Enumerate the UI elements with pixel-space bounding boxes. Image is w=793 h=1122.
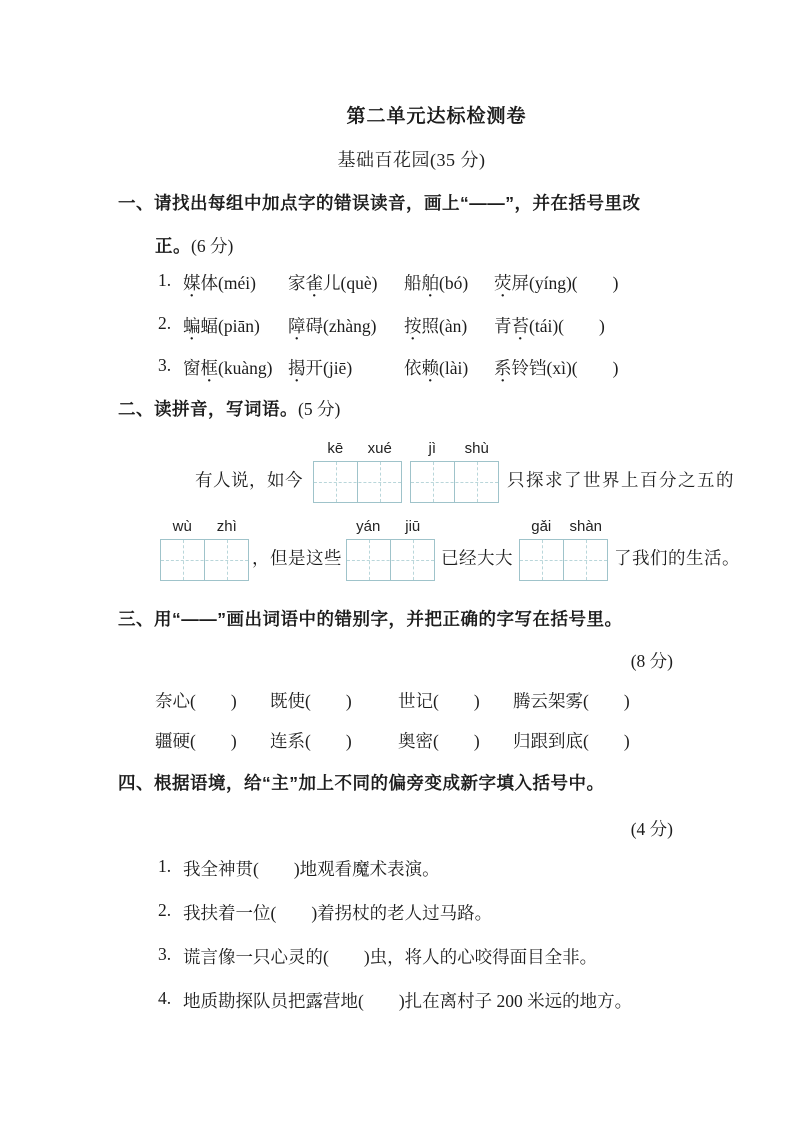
section1-score: (6 分) (191, 236, 234, 256)
answer-blank: ( ) (558, 316, 605, 336)
emphasized-char: 赖 (421, 358, 439, 378)
grid-cell (314, 462, 357, 502)
grid-cell (454, 462, 498, 502)
sentence-text: 只探求了世界上百分之五的 (507, 470, 735, 490)
word-group: 依赖(lài) (404, 355, 494, 380)
character-grid (410, 461, 499, 503)
grid-cell (520, 540, 563, 580)
character-grid (160, 539, 249, 581)
typo-word: 奥密( ) (398, 731, 480, 751)
answer-blank: ( ) (571, 273, 619, 293)
emphasized-char: 雀 (305, 273, 323, 293)
item-number: 3. (158, 355, 172, 375)
grid-cell (347, 540, 390, 580)
item-number: 1. (158, 856, 172, 876)
typo-word-row (155, 728, 675, 753)
typo-word: 世记( ) (398, 691, 480, 711)
sentence-text: 有人说，如今 (195, 470, 303, 490)
emphasized-char: 舶 (421, 273, 439, 293)
section1-heading-line1: 一、请找出每组中加点字的错误读音，画上“——”，并在括号里改 (118, 193, 641, 213)
pinyin-row: kē xué (327, 440, 392, 457)
word-group: 按照(àn) (404, 313, 494, 338)
section3-score: (8 分) (630, 651, 673, 671)
writing-grid (346, 518, 435, 581)
grid-cell (411, 462, 454, 502)
character-grid (519, 539, 608, 581)
section2-score: (5 分) (298, 399, 341, 419)
pinyin-item-row (158, 355, 663, 380)
item-number: 2. (158, 313, 172, 333)
section-subtitle: 基础百花园(35 分) (337, 150, 486, 170)
pinyin-row: jì shù (428, 440, 489, 457)
typo-word: 奈心( ) (155, 691, 237, 711)
word-group: 青苔(tái)( ) (494, 313, 663, 338)
emphasized-char: 障 (288, 316, 306, 336)
word-group: 揭开(jiē) (288, 355, 404, 380)
typo-word: 连系( ) (270, 731, 352, 751)
emphasized-char: 媒 (183, 273, 201, 293)
pinyin-label: (kuàng) (218, 358, 273, 378)
pinyin-item-row (158, 270, 663, 295)
writing-grid (519, 518, 608, 581)
grid-cell (204, 540, 248, 580)
pinyin-row: yán jiū (356, 518, 421, 535)
pinyin-label: (piān) (218, 316, 260, 336)
sentence-text: 谎言像一只心灵的( )虫，将人的心咬得面目全非。 (183, 947, 598, 967)
fill-blank-sentence (158, 988, 718, 1013)
section1-heading-wrap: 正。 (155, 236, 191, 256)
character-grid (346, 539, 435, 581)
pinyin-label: (yíng) (529, 273, 572, 293)
section1-heading-line2 (155, 233, 233, 258)
pinyin-label: (zhàng) (323, 316, 377, 336)
word-group: 荧屏(yíng)( ) (494, 270, 663, 295)
pinyin-row: wù zhì (172, 518, 237, 535)
sentence-text: ，但是这些 (252, 548, 342, 568)
emphasized-char: 按 (404, 316, 422, 336)
word-group: 家雀儿(què) (288, 270, 404, 295)
grid-cell (563, 540, 607, 580)
pinyin-label: (jiē) (323, 358, 353, 378)
fill-blank-sentence (158, 856, 718, 881)
word-group: 障碍(zhàng) (288, 313, 404, 338)
fill-blank-sentence (158, 900, 718, 925)
pinyin-writing-line-2 (160, 518, 740, 581)
word-group: 蝙蝠(piān) (183, 313, 288, 338)
emphasized-char: 系 (494, 358, 512, 378)
emphasized-char: 揭 (288, 358, 306, 378)
section3-heading: 三、用“——”画出词语中的错别字，并把正确的字写在括号里。 (118, 609, 623, 629)
item-number: 4. (158, 988, 172, 1008)
grid-cell (357, 462, 401, 502)
character-grid (313, 461, 402, 503)
pinyin-label: (bó) (439, 273, 469, 293)
section4-score: (4 分) (630, 819, 673, 839)
sentence-text: 已经大大 (441, 548, 513, 568)
word-group: 系铃铛(xì)( ) (494, 355, 663, 380)
sentence-text: 我全神贯( )地观看魔术表演。 (183, 859, 440, 879)
typo-word: 归跟到底( ) (513, 731, 630, 751)
sentence-text: 了我们的生活。 (614, 548, 740, 568)
sentence-text: 我扶着一位( )着拐杖的老人过马路。 (183, 903, 493, 923)
word-group: 窗框(kuàng) (183, 355, 288, 380)
word-group: 船舶(bó) (404, 270, 494, 295)
fill-blank-sentence (158, 944, 718, 969)
pinyin-label: (xì) (546, 358, 572, 378)
emphasized-char: 框 (200, 358, 218, 378)
emphasized-char: 苔 (511, 316, 529, 336)
item-number: 2. (158, 900, 172, 920)
typo-word-row (155, 688, 675, 713)
pinyin-writing-line-1 (195, 440, 735, 503)
item-number: 1. (158, 270, 172, 290)
writing-grid (410, 440, 499, 503)
pinyin-label: (lài) (439, 358, 469, 378)
pinyin-label: (tái) (529, 316, 559, 336)
word-group: 媒体(méi) (183, 270, 288, 295)
page-title: 第二单元达标检测卷 (346, 106, 527, 127)
pinyin-label: (àn) (439, 316, 468, 336)
pinyin-row: gǎi shàn (531, 518, 603, 535)
grid-cell (390, 540, 434, 580)
pinyin-item-row (158, 313, 663, 338)
emphasized-char: 蝙 (183, 316, 201, 336)
emphasized-char: 荧 (494, 273, 512, 293)
pinyin-label: (méi) (218, 273, 256, 293)
grid-cell (161, 540, 204, 580)
writing-grid (313, 440, 402, 503)
typo-word: 疆硬( ) (155, 731, 237, 751)
sentence-text: 地质勘探队员把露营地( )扎在离村子 200 米远的地方。 (183, 991, 633, 1011)
answer-blank: ( ) (571, 358, 619, 378)
typo-word: 既使( ) (270, 691, 352, 711)
typo-word: 腾云架雾( ) (513, 691, 630, 711)
writing-grid (160, 518, 249, 581)
pinyin-label: (què) (340, 273, 378, 293)
section2-heading: 二、读拼音，写词语。(5 分) (118, 399, 341, 419)
section4-heading: 四、根据语境，给“主”加上不同的偏旁变成新字填入括号中。 (118, 773, 605, 793)
item-number: 3. (158, 944, 172, 964)
